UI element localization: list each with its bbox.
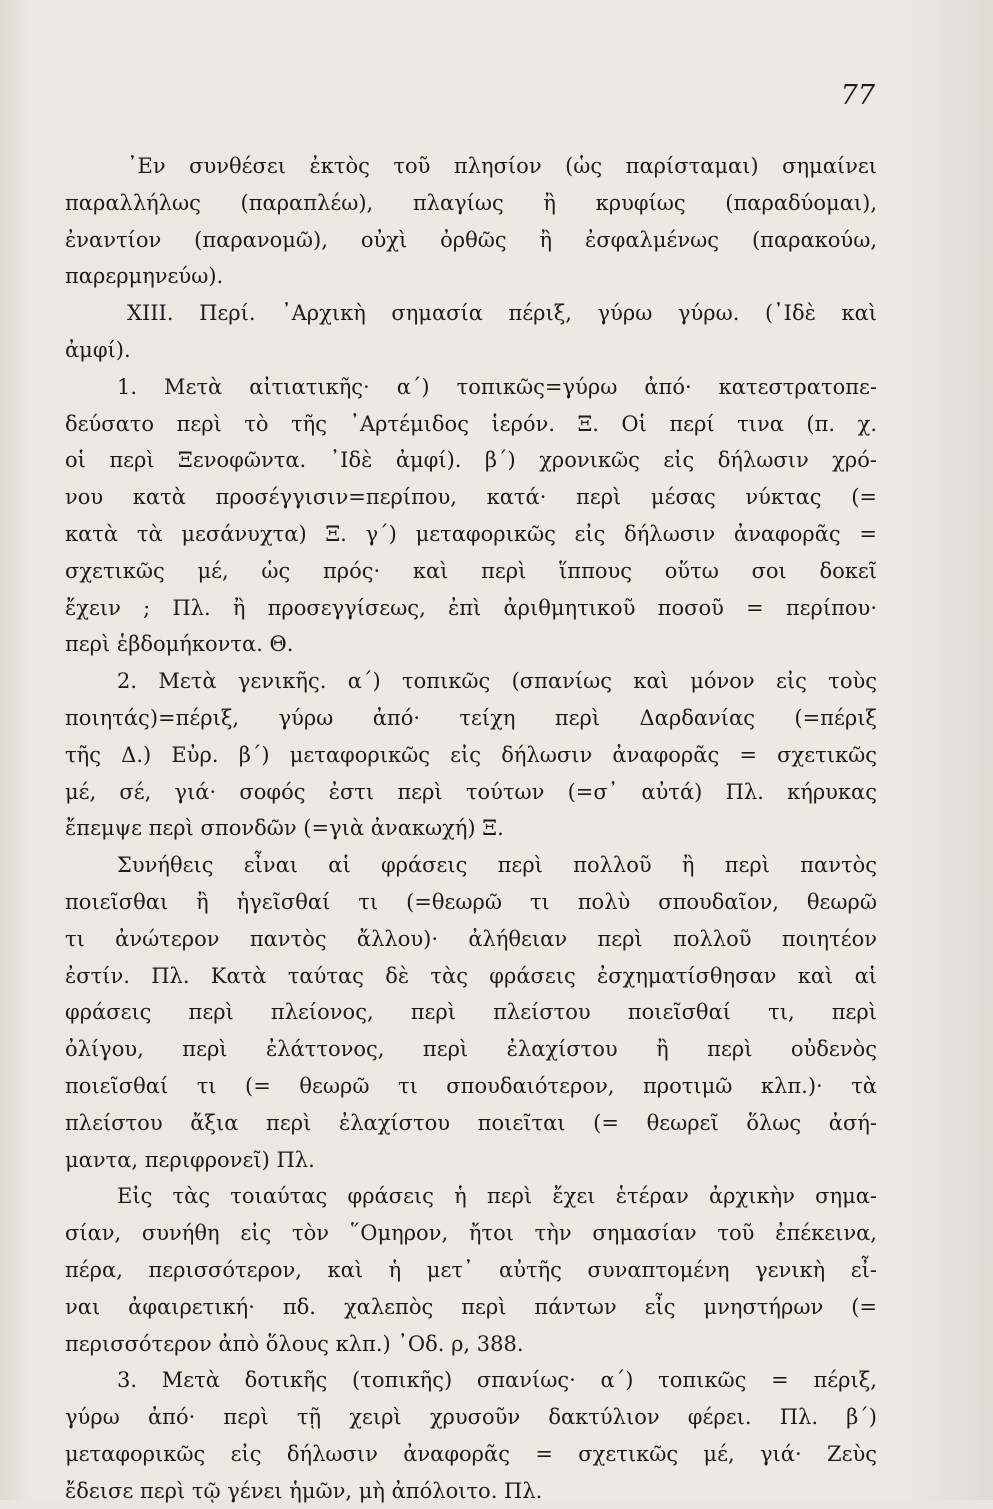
text-line: ᾿Εν συνθέσει ἐκτὸς τοῦ πλησίον (ὡς παρίσταμαι) σημαίνει bbox=[127, 154, 877, 178]
text-line: οἱ περὶ Ξενοφῶντα. ᾿Ιδὲ ἀμφί). β΄) χρονικῶς εἰς δήλωσιν χρό- bbox=[65, 448, 877, 473]
text-line: 2. Μετὰ γενικῆς. α΄) τοπικῶς (σπανίως καὶ μόνον εἰς τοὺς bbox=[117, 669, 877, 694]
text-line: ποιεῖσθαι ἢ ἡγεῖσθαί τι (=θεωρῶ τι πολὺ σπουδαῖον, θεωρῶ bbox=[65, 889, 877, 914]
text-line: παραλλήλως (παραπλέω), πλαγίως ἢ κρυφίως (παραδύομαι), bbox=[65, 190, 877, 215]
body-text bbox=[65, 148, 877, 1509]
text-line: μεταφορικῶς εἰς δήλωσιν ἀναφορᾶς = σχετικῶς μέ, γιά· Ζεὺς bbox=[65, 1441, 877, 1466]
text-line: 3. Μετὰ δοτικῆς (τοπικῆς) σπανίως· α΄) τοπικῶς = πέριξ, bbox=[117, 1368, 877, 1393]
text-line: δεύσατο περὶ τὸ τῆς ᾿Αρτέμιδος ἱερόν. Ξ. Οἱ περί τινα (π. χ. bbox=[65, 411, 877, 436]
text-line: ἔδεισε περὶ τῷ γένει ἡμῶν, μὴ ἀπόλοιτο. Πλ. bbox=[65, 1478, 543, 1503]
text-line: τῆς Δ.) Εὐρ. β΄) μεταφορικῶς εἰς δήλωσιν ἀναφορᾶς = σχετικῶς bbox=[65, 742, 877, 767]
text-line: περισσότερον ἀπὸ ὅλους κλπ.) ᾿Οδ. ρ, 388. bbox=[65, 1331, 524, 1356]
text-line: πέρα, περισσότερον, καὶ ἡ μετ᾿ αὐτῆς συναπτομένη γενικὴ εἶ- bbox=[65, 1257, 877, 1282]
text-line: ὀλίγου, περὶ ἐλάττονος, περὶ ἐλαχίστου ἢ περὶ οὐδενὸς bbox=[65, 1037, 877, 1062]
text-line: τι ἀνώτερον παντὸς ἄλλου)· ἀλήθειαν περὶ πολλοῦ ποιητέον bbox=[65, 926, 877, 951]
text-line: ναι ἀφαιρετική· πδ. χαλεπὸς περὶ πάντων εἶς μνηστήρων (= bbox=[65, 1294, 877, 1319]
text-line: νου κατὰ προσέγγισιν=περίπου, κατά· περὶ μέσας νύκτας (= bbox=[65, 485, 877, 510]
text-line: ἔπεμψε περὶ σπονδῶν (=γιὰ ἀνακωχή) Ξ. bbox=[65, 816, 504, 841]
section-heading-line: XIII. Περί. ᾿Αρχικὴ σημασία πέριξ, γύρω γύρω. (᾿Ιδὲ καὶ bbox=[127, 301, 877, 326]
text-line: μαντα, περιφρονεῖ) Πλ. bbox=[65, 1147, 315, 1172]
text-line: φράσεις περὶ πλείονος, περὶ πλείστου ποιεῖσθαί τι, περὶ bbox=[65, 1000, 877, 1025]
text-line: ποιητάς)=πέριξ, γύρω ἀπό· τείχη περὶ Δαρδανίας (=πέριξ bbox=[65, 705, 877, 730]
text-line: περὶ ἑβδομήκοντα. Θ. bbox=[65, 632, 294, 657]
text-line: γύρω ἀπό· περὶ τῇ χειρὶ χρυσοῦν δακτύλιον φέρει. Πλ. β΄) bbox=[65, 1405, 877, 1430]
text-line: πλείστου ἄξια περὶ ἐλαχίστου ποιεῖται (= θεωρεῖ ὅλως ἀσή- bbox=[65, 1110, 877, 1135]
text-line: ἔχειν ; Πλ. ἢ προσεγγίσεως, ἐπὶ ἀριθμητικοῦ ποσοῦ = περίπου· bbox=[65, 595, 877, 620]
text-line: 1. Μετὰ αἰτιατικῆς· α΄) τοπικῶς=γύρω ἀπό· κατεστρατοπε- bbox=[117, 374, 877, 399]
page-number: 77 bbox=[840, 80, 875, 111]
text-line: ποιεῖσθαί τι (= θεωρῶ τι σπουδαιότερον, προτιμῶ κλπ.)· τὰ bbox=[65, 1073, 877, 1098]
text-line: κατὰ τὰ μεσάνυχτα) Ξ. γ΄) μεταφορικῶς εἰς δήλωσιν ἀναφορᾶς = bbox=[65, 521, 877, 546]
text-line: ἀμφί). bbox=[65, 337, 131, 362]
text-line: σίαν, συνήθη εἰς τὸν ῞Ομηρον, ἤτοι τὴν σημασίαν τοῦ ἐπέκεινα, bbox=[65, 1221, 877, 1246]
text-line: σχετικῶς μέ, ὡς πρός· καὶ περὶ ἵππους οὕτω σοι δοκεῖ bbox=[65, 558, 877, 583]
text-line: παρερμηνεύω). bbox=[65, 264, 224, 289]
text-line: ἐναντίον (παρανομῶ), οὐχὶ ὀρθῶς ἢ ἐσφαλμένως (παρακούω, bbox=[65, 227, 877, 252]
text-line: Εἰς τὰς τοιαύτας φράσεις ἡ περὶ ἔχει ἑτέραν ἀρχικὴν σημα- bbox=[117, 1184, 877, 1209]
text-line: Συνήθεις εἶναι αἱ φράσεις περὶ πολλοῦ ἢ περὶ παντὸς bbox=[117, 853, 877, 878]
text-line: μέ, σέ, γιά· σοφός ἐστι περὶ τούτων (=σ᾿ αὐτά) Πλ. κήρυκας bbox=[65, 779, 877, 804]
text-line: ἐστίν. Πλ. Κατὰ ταύτας δὲ τὰς φράσεις ἐσχηματίσθησαν καὶ αἱ bbox=[65, 963, 877, 988]
